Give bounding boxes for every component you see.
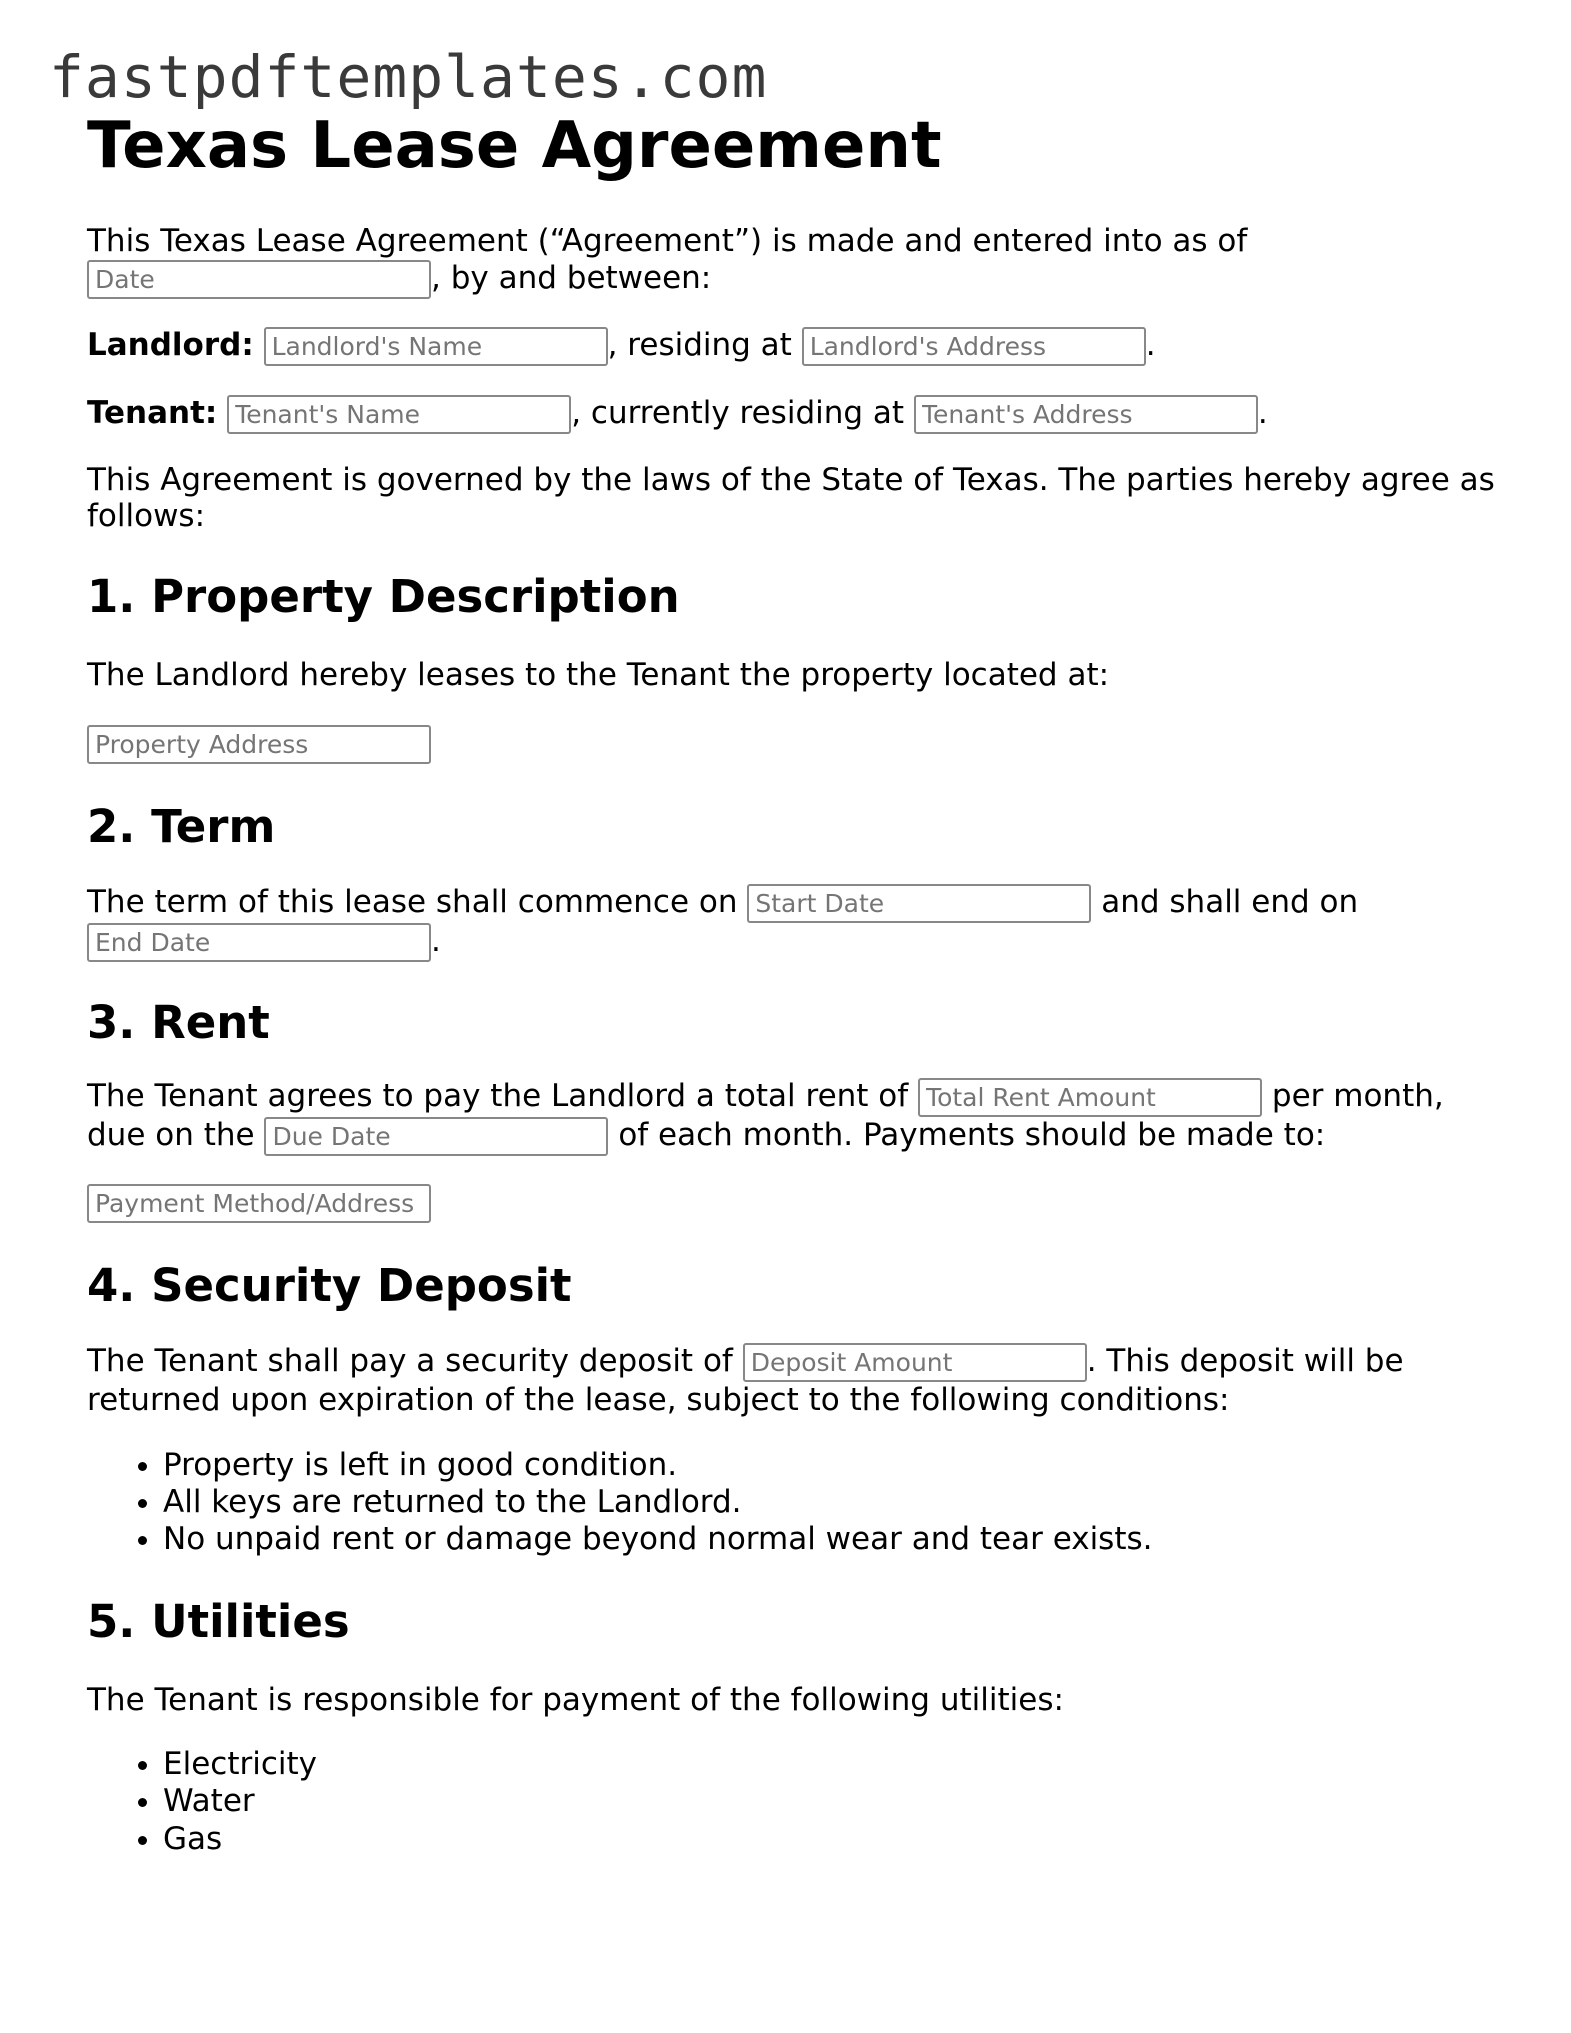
deposit-text-before: The Tenant shall pay a security deposit of bbox=[87, 1342, 733, 1379]
lease-document bbox=[87, 108, 1507, 1858]
list-item: • No unpaid rent or damage beyond normal wear and tear exists. bbox=[163, 1521, 1507, 1558]
document-title: Texas Lease Agreement bbox=[87, 109, 942, 183]
section-5-heading: 5. Utilities bbox=[87, 1594, 350, 1648]
landlord-name-input[interactable] bbox=[264, 327, 608, 366]
section-3-heading: 3. Rent bbox=[87, 995, 270, 1049]
end-date-input[interactable] bbox=[87, 923, 431, 962]
landlord-address-input[interactable] bbox=[802, 327, 1146, 366]
intro-text: This Texas Lease Agreement (“Agreement”) is made and entered into as of bbox=[87, 222, 1248, 259]
payment-method-input[interactable] bbox=[87, 1184, 431, 1223]
tenant-line bbox=[87, 395, 1507, 434]
section-4-heading: 4. Security Deposit bbox=[87, 1258, 572, 1312]
landlord-line bbox=[87, 327, 1507, 366]
utilities-list bbox=[87, 1746, 1507, 1858]
list-item: • Electricity bbox=[163, 1746, 1507, 1783]
rent-text-before: The Tenant agrees to pay the Landlord a total rent of bbox=[87, 1077, 909, 1114]
section-1-text: The Landlord hereby leases to the Tenant the property located at: bbox=[87, 657, 1110, 694]
list-item: • All keys are returned to the Landlord. bbox=[163, 1484, 1507, 1521]
term-text-end: . bbox=[431, 922, 441, 959]
term-paragraph bbox=[87, 884, 1507, 962]
section-1-heading: 1. Property Description bbox=[87, 570, 680, 624]
deposit-text-after1: . This deposit will be bbox=[1086, 1342, 1404, 1379]
landlord-end: . bbox=[1145, 326, 1156, 363]
section-5-text: The Tenant is responsible for payment of the following utilities: bbox=[87, 1681, 1064, 1718]
intro-paragraph bbox=[87, 223, 1507, 299]
deposit-text-after2: returned upon expiration of the lease, subject to the following conditions: bbox=[87, 1381, 1230, 1418]
list-item: • Gas bbox=[163, 1821, 1507, 1858]
property-address-input[interactable] bbox=[87, 725, 431, 764]
rent-text-after: of each month. Payments should be made to: bbox=[618, 1116, 1326, 1153]
payment-method-row bbox=[87, 1184, 1507, 1223]
list-item: • Water bbox=[163, 1783, 1507, 1820]
tenant-mid: , currently residing at bbox=[571, 394, 905, 431]
tenant-name-input[interactable] bbox=[227, 395, 571, 434]
deposit-conditions-list bbox=[87, 1447, 1507, 1559]
rent-paragraph bbox=[87, 1078, 1507, 1156]
intro-tail: , by and between: bbox=[431, 259, 712, 296]
property-address-row bbox=[87, 725, 1507, 764]
section-2-heading: 2. Term bbox=[87, 799, 276, 853]
landlord-label: Landlord: bbox=[87, 326, 254, 363]
landlord-mid: , residing at bbox=[607, 326, 792, 363]
rent-text-mid1: per month, bbox=[1271, 1077, 1444, 1114]
deposit-amount-input[interactable] bbox=[743, 1343, 1087, 1382]
site-watermark: fastpdftemplates.com bbox=[49, 43, 768, 111]
governing-law-text: This Agreement is governed by the laws of the State of Texas. The parties hereby agree as follows: bbox=[87, 461, 1495, 534]
term-text-before: The term of this lease shall commence on bbox=[87, 883, 738, 920]
agreement-date-input[interactable] bbox=[87, 260, 431, 299]
tenant-end: . bbox=[1257, 394, 1268, 431]
list-item: • Property is left in good condition. bbox=[163, 1447, 1507, 1484]
due-date-input[interactable] bbox=[264, 1117, 608, 1156]
deposit-paragraph bbox=[87, 1343, 1507, 1419]
start-date-input[interactable] bbox=[747, 884, 1091, 923]
tenant-label: Tenant: bbox=[87, 394, 218, 431]
tenant-address-input[interactable] bbox=[914, 395, 1258, 434]
term-text-mid: and shall end on bbox=[1101, 883, 1359, 920]
total-rent-input[interactable] bbox=[918, 1078, 1262, 1117]
rent-text-mid2: due on the bbox=[87, 1116, 255, 1153]
